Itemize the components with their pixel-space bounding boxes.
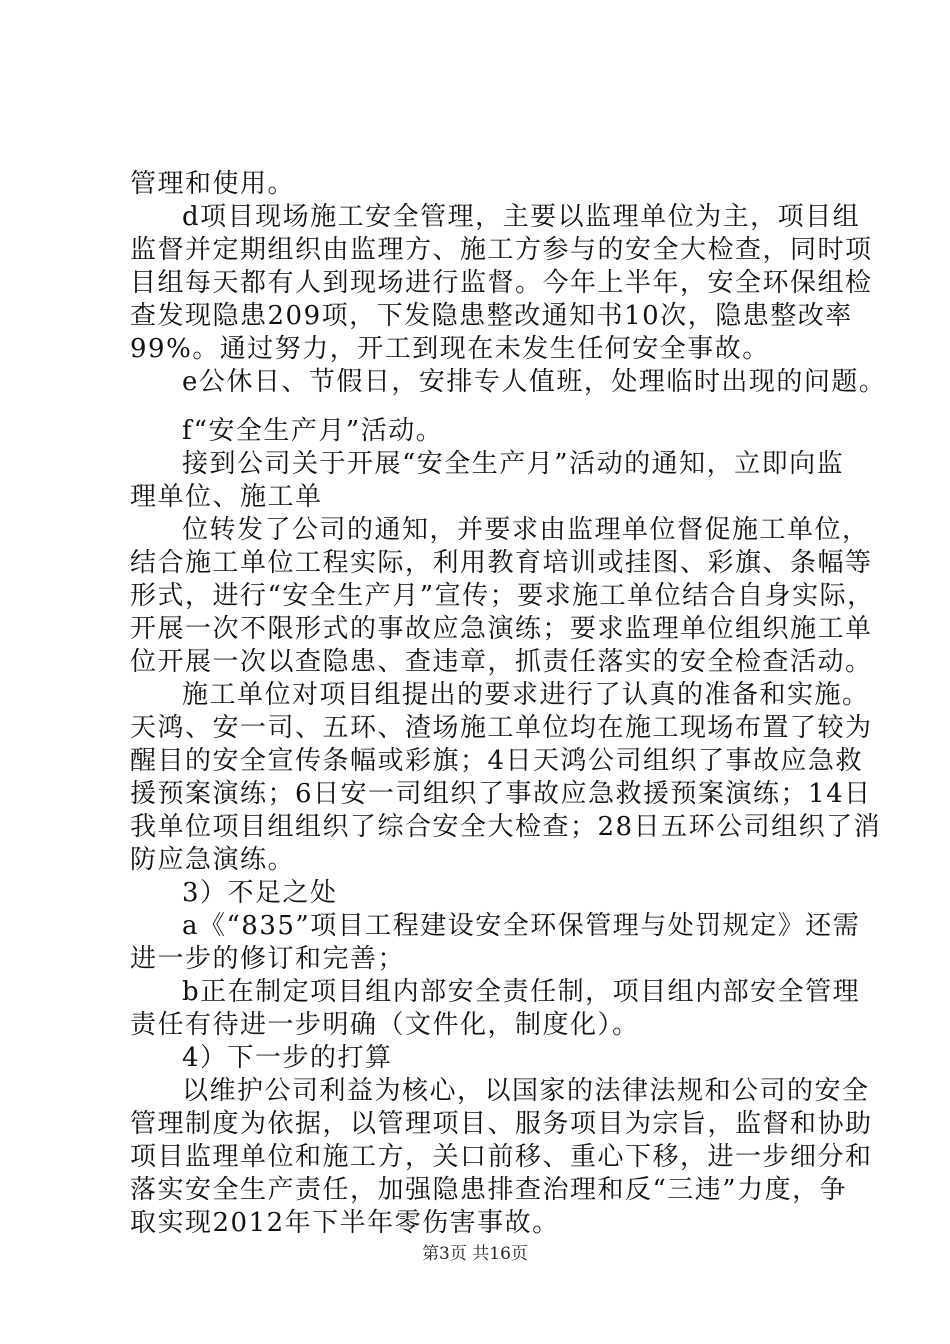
text-line: 理单位、施工单 [130,482,323,512]
text-line: 99%。通过努力，开工到现在未发生任何安全事故。 [130,334,770,364]
text-line: 我单位项目组组织了综合安全大检查；28日五环公司组织了消 [130,812,882,842]
text-line: 查发现隐患209项，下发隐患整改通知书10次，隐患整改率 [130,301,853,331]
text-line: 落实安全生产责任，加强隐患排查治理和反“三违”力度，争 [130,1175,848,1205]
text-line: 项目监理单位和施工方，关口前移、重心下移，进一步细分和 [130,1142,873,1172]
section-heading: f“安全生产月”活动。 [182,416,444,446]
text-line: 开展一次不限形式的事故应急演练；要求监理单位组织施工单 [130,614,873,644]
paragraph-start: 位转发了公司的通知，并要求由监理单位督促施工单位， [182,515,870,545]
paragraph-start: 以维护公司利益为核心，以国家的法律法规和公司的安全 [182,1076,870,1106]
paragraph-start: a《“835”项目工程建设安全环保管理与处罚规定》还需 [182,911,861,941]
text-line: 监督并定期组织由监理方、施工方参与的安全大检查，同时项 [130,235,873,265]
text-line: 责任有待进一步明确（文件化，制度化）。 [130,1010,640,1040]
text-line: 管理和使用。 [130,169,296,199]
document-body [130,168,887,1240]
page-number-footer: 第3页 共16页 [422,1244,528,1264]
paragraph-start: e公休日、节假日，安排专人值班，处理临时出现的问题。 [182,367,887,397]
paragraph-start: b正在制定项目组内部安全责任制，项目组内部安全管理 [182,977,861,1007]
text-line: 管理制度为依据，以管理项目、服务项目为宗旨，监督和协助 [130,1109,873,1139]
paragraph-start: d项目现场施工安全管理，主要以监理单位为主，项目组 [182,202,861,232]
text-line: 结合施工单位工程实际，利用教育培训或挂图、彩旗、条幅等 [130,548,873,578]
text-line: 援预案演练；6日安一司组织了事故应急救援预案演练；14日 [130,779,872,809]
section-heading: 4）下一步的打算 [182,1043,393,1073]
section-heading: 3）不足之处 [182,878,338,908]
text-line: 位开展一次以查隐患、查违章，抓责任落实的安全检查活动。 [130,647,873,677]
text-line: 形式，进行“安全生产月”宣传；要求施工单位结合自身实际， [130,581,875,611]
paragraph-start: 接到公司关于开展“安全生产月”活动的通知，立即向监 [182,449,845,479]
text-line: 进一步的修订和完善； [130,944,406,974]
text-line: 防应急演练。 [130,845,296,875]
paragraph-start: 施工单位对项目组提出的要求进行了认真的准备和实施。 [182,680,870,710]
text-line: 天鸿、安一司、五环、渣场施工单位均在施工现场布置了较为 [130,713,873,743]
text-line: 取实现2012年下半年零伤害事故。 [130,1208,560,1238]
text-line: 目组每天都有人到现场进行监督。今年上半年，安全环保组检 [130,268,873,298]
paragraph-gap [130,399,830,415]
text-line: 醒目的安全宣传条幅或彩旗；4日天鸿公司组织了事故应急救 [130,746,864,776]
